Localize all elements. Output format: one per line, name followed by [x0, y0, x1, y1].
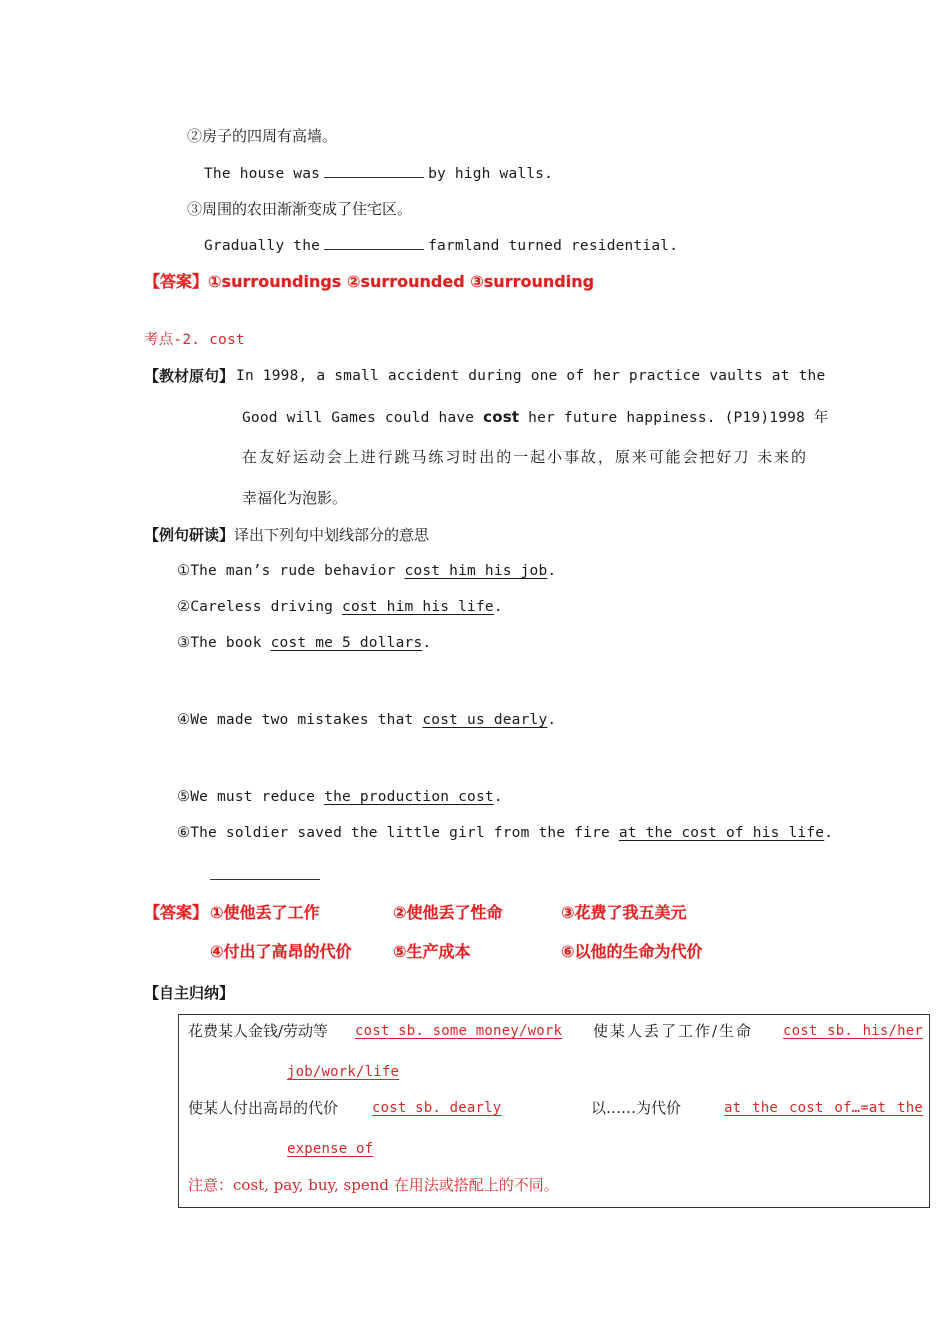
- sentence-end: .: [493, 599, 503, 615]
- summary-label: 【自主归纳】: [144, 984, 235, 1002]
- answer-4: ④付出了高昂的代价: [210, 942, 352, 961]
- sentence-text: ②Careless driving: [177, 599, 343, 615]
- underlined-phrase: the production cost: [324, 789, 494, 805]
- underlined-phrase: cost us dearly: [422, 712, 548, 728]
- exercise-3-suffix: farmland turned residential.: [428, 238, 679, 254]
- sentence-end: .: [547, 563, 557, 579]
- textbook-translation-line-2: 幸福化为泡影。: [242, 489, 348, 507]
- textbook-sentence-part: her future happiness. (P19)1998 年: [528, 410, 829, 426]
- summary-row-1-label: 花费某人金钱/劳动等: [188, 1022, 329, 1040]
- sentence-end: .: [547, 712, 557, 728]
- answer-line: [210, 879, 320, 880]
- underlined-phrase: cost me 5 dollars: [270, 635, 423, 651]
- answer-3: ③花费了我五美元: [561, 903, 687, 922]
- exercise-answer: 【答案】①surroundings ②surrounded ③surrounding: [144, 272, 595, 291]
- textbook-sentence-text: In 1998, a small accident during one of her practice vaults at the: [236, 368, 826, 384]
- sentence-end: .: [422, 635, 432, 651]
- textbook-sentence-part: Good will Games could have: [242, 410, 475, 426]
- exercise-3-english: [204, 235, 678, 256]
- summary-row-2-value: cost sb. dearly: [372, 1100, 502, 1116]
- answer-label: 【答案】: [144, 903, 209, 922]
- example-heading: [144, 525, 429, 545]
- answer-5: ⑤生产成本: [393, 942, 471, 961]
- sentence-end: .: [493, 789, 503, 805]
- exercise-3-chinese: ③周围的农田渐渐变成了住宅区。: [187, 200, 413, 218]
- underlined-phrase: at the cost of his life: [618, 825, 825, 841]
- example-sentence: [177, 561, 556, 581]
- sentence-text: ⑥The soldier saved the little girl from the fire: [177, 825, 619, 841]
- exercise-2-chinese: ②房子的四周有高墙。: [187, 127, 338, 145]
- example-sentence: [177, 823, 833, 843]
- summary-note: 注意：cost, pay, buy, spend 在用法或搭配上的不同。: [188, 1176, 559, 1194]
- summary-row-2b-label: 以……为代价: [591, 1099, 682, 1117]
- answer-blank[interactable]: [324, 235, 424, 250]
- summary-box: [178, 1014, 930, 1208]
- underlined-phrase: cost him his life: [342, 599, 494, 615]
- section-title: 考点-2. cost: [144, 332, 245, 348]
- keyword-cost: cost: [483, 408, 520, 426]
- sentence-text: ①The man’s rude behavior: [177, 563, 405, 579]
- exercise-2-english: [204, 163, 553, 184]
- summary-row-2-label: 使某人付出高昂的代价: [188, 1099, 339, 1117]
- answer-blank[interactable]: [324, 163, 424, 178]
- example-sentence: [177, 633, 431, 653]
- answer-2: ②使他丢了性命: [393, 903, 503, 922]
- sentence-text: ③The book: [177, 635, 271, 651]
- exercise-3-prefix: Gradually the: [204, 238, 321, 254]
- answer-6: ⑥以他的生命为代价: [561, 942, 703, 961]
- example-sentence: [177, 787, 503, 807]
- example-sentence: [177, 710, 556, 730]
- exercise-2-suffix: by high walls.: [428, 166, 554, 182]
- summary-row-1b-label: 使某人丢了工作/生命: [593, 1022, 754, 1040]
- textbook-sentence-line-1: [144, 366, 826, 386]
- underlined-phrase: cost him his job: [404, 563, 548, 579]
- sentence-end: .: [824, 825, 834, 841]
- summary-row-2b-value: at the cost of…=at the: [724, 1100, 923, 1116]
- example-instruction: 译出下列句中划线部分的意思: [234, 526, 430, 544]
- sentence-text: ④We made two mistakes that: [177, 712, 423, 728]
- textbook-translation-line-1: 在友好运动会上进行跳马练习时出的一起小事故，原来可能会把好刀 未来的: [242, 448, 806, 466]
- example-sentence: [177, 597, 503, 617]
- example-label: 【例句研读】: [144, 526, 235, 544]
- summary-row-2b-value-cont: expense of: [287, 1141, 374, 1157]
- summary-row-1b-value-cont: job/work/life: [287, 1064, 400, 1080]
- sentence-text: ⑤We must reduce: [177, 789, 325, 805]
- answer-1: ①使他丢了工作: [210, 903, 320, 922]
- summary-row-1b-value: cost sb. his/her: [783, 1023, 923, 1039]
- textbook-sentence-label: 【教材原句】: [144, 367, 235, 385]
- exercise-2-prefix: The house was: [204, 166, 321, 182]
- textbook-sentence-line-2: [242, 407, 829, 428]
- summary-row-1-value: cost sb. some money/work: [355, 1023, 563, 1039]
